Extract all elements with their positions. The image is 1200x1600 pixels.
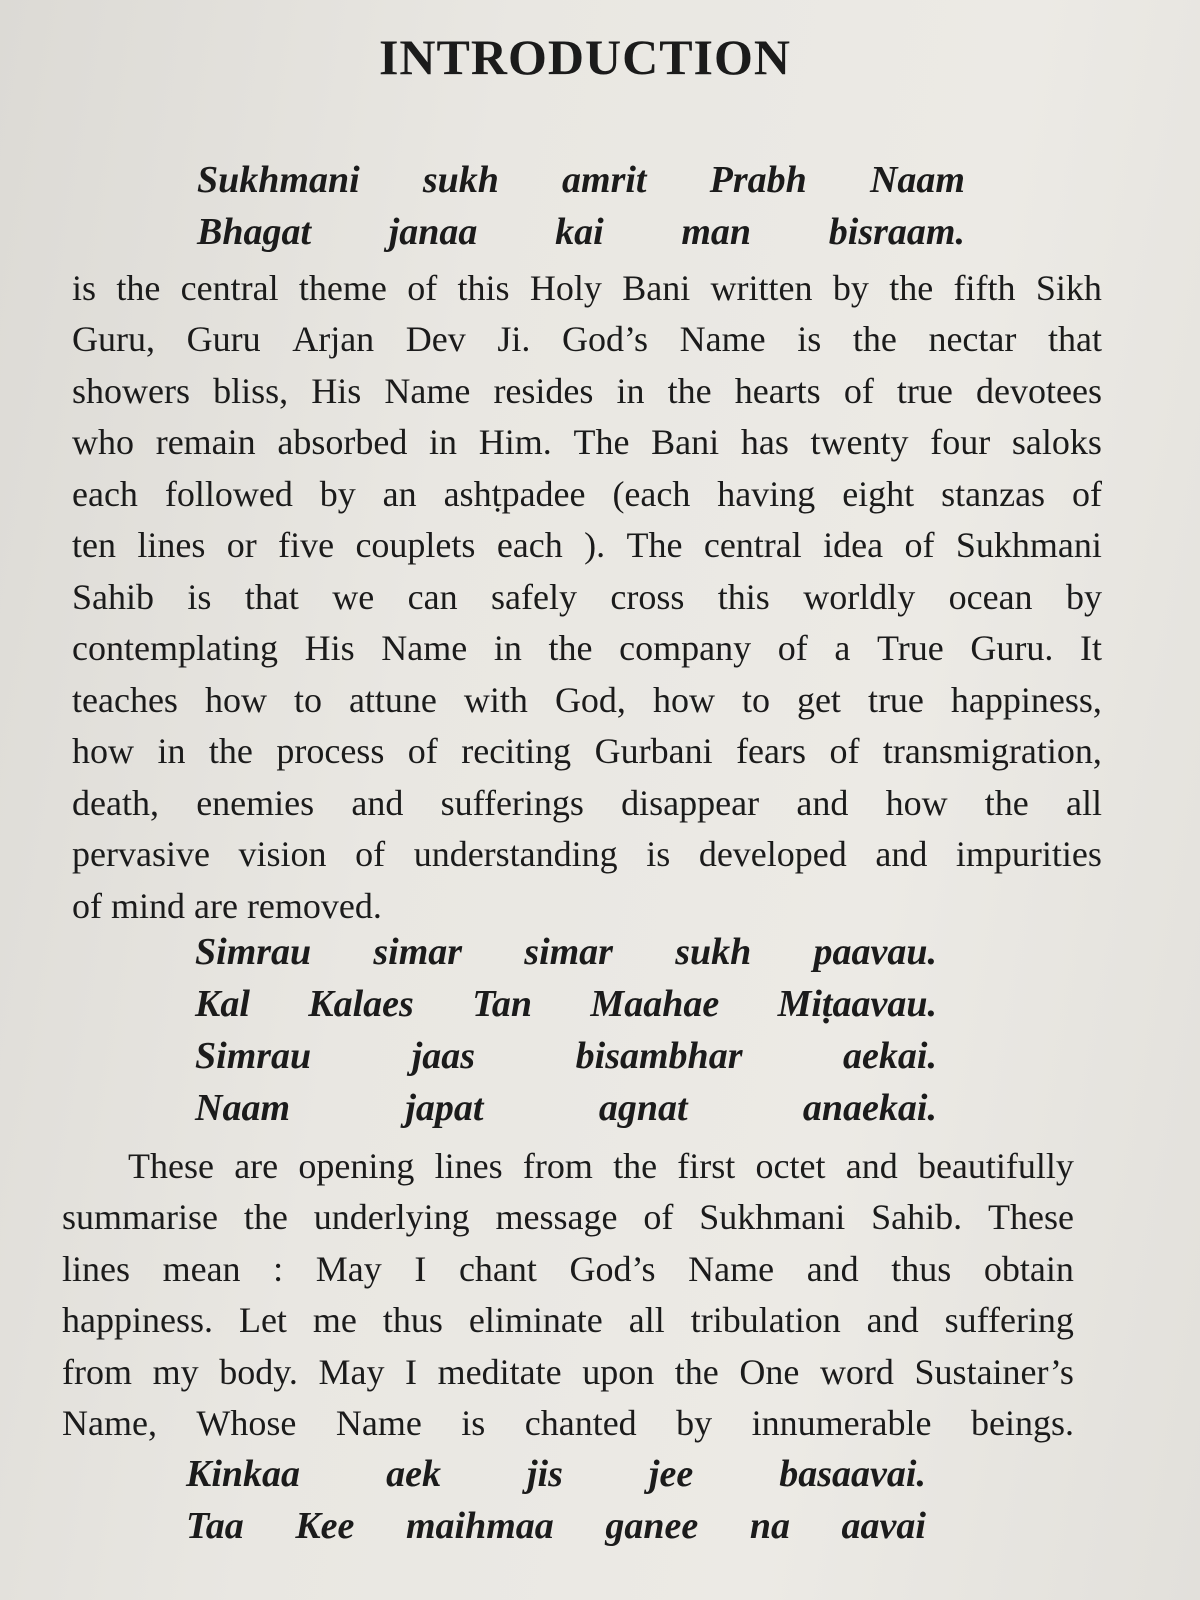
word: obtain: [983, 1248, 1074, 1289]
word: beautifully: [917, 1145, 1074, 1186]
word: disappear: [621, 782, 760, 823]
word: and: [845, 1145, 898, 1186]
word: from: [522, 1145, 593, 1186]
word: the: [889, 267, 934, 308]
word: or: [226, 525, 257, 566]
word: The: [573, 422, 630, 463]
word: bisraam.: [828, 211, 965, 253]
word: the: [548, 628, 593, 669]
word: stanzas: [941, 473, 1046, 514]
word: Sukhmani: [197, 159, 360, 201]
word: happiness.: [62, 1300, 213, 1341]
word: japat: [405, 1087, 484, 1129]
word: summarise: [62, 1197, 218, 1238]
word: Name: [381, 628, 468, 669]
word: enemies: [196, 782, 315, 823]
text-line: [62, 1243, 1074, 1295]
word: suffering: [944, 1300, 1074, 1341]
word: Sustainer’s: [914, 1351, 1074, 1392]
word: reciting: [461, 731, 572, 772]
text-line: of mind are removed.: [72, 885, 382, 926]
word: the: [852, 319, 897, 360]
word: true: [896, 370, 953, 411]
word: amrit: [562, 159, 647, 201]
word: I: [405, 1351, 418, 1392]
word: developed: [698, 834, 847, 875]
word: Kee: [295, 1505, 355, 1547]
word: devotees: [976, 370, 1102, 411]
word: to: [293, 679, 322, 720]
word: is: [187, 576, 212, 617]
word: followed: [164, 473, 293, 514]
word: underlying: [313, 1197, 470, 1238]
word: Bani: [622, 267, 691, 308]
word: innumerable: [751, 1403, 932, 1444]
word: ashṭpadee: [443, 473, 586, 514]
word: ocean: [948, 576, 1033, 617]
word: that: [1047, 319, 1102, 360]
word: resides: [493, 370, 594, 411]
word: agnat: [598, 1087, 688, 1129]
verse-simrau: [195, 926, 937, 1134]
word: is: [461, 1403, 486, 1444]
word: thus: [382, 1300, 443, 1341]
word: simar: [524, 931, 613, 973]
text-line: [72, 520, 1102, 572]
word: who: [72, 422, 134, 463]
word: opening: [298, 1145, 415, 1186]
word: death,: [72, 782, 159, 823]
word: is: [646, 834, 671, 875]
text-line: [62, 1140, 1074, 1192]
word: Taa: [186, 1505, 244, 1547]
text-line: [197, 154, 965, 206]
word: the: [984, 782, 1029, 823]
word: :: [273, 1248, 284, 1289]
word: sufferings: [440, 782, 584, 823]
word: from: [62, 1351, 132, 1392]
word: that: [244, 576, 299, 617]
word: jee: [648, 1453, 694, 1495]
paragraph-meaning: [62, 1140, 1074, 1449]
word: (each: [612, 473, 691, 514]
word: ganee: [605, 1505, 699, 1547]
verse-opening: [197, 154, 965, 258]
word: True: [877, 628, 944, 669]
word: of: [643, 1197, 674, 1238]
word: twenty: [810, 422, 909, 463]
word: Sahib: [72, 576, 155, 617]
text-line: [186, 1448, 926, 1500]
text-line: [72, 726, 1102, 778]
word: jaas: [411, 1035, 476, 1077]
text-line: [72, 262, 1102, 314]
word: Sahib.: [871, 1197, 963, 1238]
word: can: [407, 576, 458, 617]
word: meditate: [437, 1351, 562, 1392]
word: an: [382, 473, 417, 514]
word: maihmaa: [405, 1505, 554, 1547]
word: central: [703, 525, 802, 566]
word: Kal: [195, 983, 250, 1025]
word: idea: [823, 525, 884, 566]
word: Sikh: [1035, 267, 1102, 308]
word: One: [739, 1351, 800, 1392]
paragraph-intro: [72, 262, 1102, 932]
word: are: [234, 1145, 279, 1186]
word: understanding: [413, 834, 618, 875]
word: and: [866, 1300, 919, 1341]
word: The: [626, 525, 683, 566]
word: of: [407, 731, 438, 772]
word: Simrau: [195, 1035, 312, 1077]
word: vision: [238, 834, 327, 875]
word: tribulation: [690, 1300, 841, 1341]
word: remain: [155, 422, 256, 463]
text-line: [195, 1082, 937, 1134]
word: These: [128, 1145, 214, 1186]
word: to: [741, 679, 770, 720]
word: my: [152, 1351, 199, 1392]
word: teaches: [72, 679, 178, 720]
word: with: [463, 679, 528, 720]
word: message: [495, 1197, 618, 1238]
word: true: [867, 679, 924, 720]
word: word: [819, 1351, 894, 1392]
word: having: [717, 473, 816, 514]
word: showers: [72, 370, 190, 411]
word: how: [204, 679, 267, 720]
word: anaekai.: [802, 1087, 937, 1129]
word: and: [351, 782, 404, 823]
word: cross: [610, 576, 685, 617]
word: upon: [582, 1351, 655, 1392]
word: aek: [386, 1453, 441, 1495]
word: process: [276, 731, 385, 772]
word: Naam: [195, 1087, 290, 1129]
word: fifth: [953, 267, 1016, 308]
word: Gurbani: [594, 731, 713, 772]
word: Holy: [529, 267, 602, 308]
word: attune: [348, 679, 437, 720]
text-line: [62, 1295, 1074, 1347]
word: theme: [298, 267, 387, 308]
word: Bhagat: [197, 211, 312, 253]
word: each: [72, 473, 138, 514]
word: kai: [555, 211, 604, 253]
word: thus: [891, 1248, 952, 1289]
word: this: [717, 576, 770, 617]
text-line: [72, 365, 1102, 417]
word: in: [157, 731, 186, 772]
text-line: [72, 777, 1102, 829]
word: in: [616, 370, 645, 411]
word: in: [493, 628, 522, 669]
word: of: [843, 370, 874, 411]
word: Name,: [62, 1403, 157, 1444]
word: Dev: [405, 319, 466, 360]
word: of: [1072, 473, 1102, 514]
word: sukh: [675, 931, 752, 973]
word: impurities: [955, 834, 1102, 875]
word: all: [628, 1300, 665, 1341]
word: bliss,: [213, 370, 289, 411]
text-line: [197, 206, 965, 258]
word: Let: [238, 1300, 287, 1341]
word: Sukhmani: [955, 525, 1102, 566]
word: of: [407, 267, 438, 308]
word: janaa: [388, 211, 478, 253]
word: aekai.: [843, 1035, 937, 1077]
word: Arjan: [292, 319, 375, 360]
word: we: [332, 576, 375, 617]
word: pervasive: [72, 834, 210, 875]
word: this: [457, 267, 510, 308]
text-line: [72, 829, 1102, 881]
word: of: [904, 525, 935, 566]
word: Name: [688, 1248, 775, 1289]
text-line: [195, 1030, 937, 1082]
word: lines: [434, 1145, 503, 1186]
word: man: [681, 211, 752, 253]
word: Name: [679, 319, 766, 360]
text-line: [186, 1500, 926, 1552]
word: eight: [842, 473, 915, 514]
word: the: [613, 1145, 658, 1186]
word: get: [796, 679, 841, 720]
verse-kinkaa: [186, 1448, 926, 1552]
word: chanted: [524, 1403, 637, 1444]
word: Miṭaavau.: [777, 983, 937, 1025]
word: the: [243, 1197, 288, 1238]
text-line: [62, 1346, 1074, 1398]
word: Kinkaa: [186, 1453, 301, 1495]
word: aavai: [841, 1505, 926, 1547]
text-line: [62, 1192, 1074, 1244]
word: couplets: [355, 525, 476, 566]
text-line: [72, 623, 1102, 675]
word: ten: [72, 525, 116, 566]
word: jis: [526, 1453, 563, 1495]
word: by: [319, 473, 356, 514]
word: and: [875, 834, 928, 875]
word: and: [806, 1248, 859, 1289]
word: central: [180, 267, 279, 308]
word: Whose: [196, 1403, 297, 1444]
word: contemplating: [72, 628, 278, 669]
word: Him.: [478, 422, 552, 463]
word: first: [677, 1145, 736, 1186]
word: by: [676, 1403, 713, 1444]
word: of: [829, 731, 860, 772]
word: It: [1080, 628, 1102, 669]
word: sukh: [422, 159, 499, 201]
word: the: [674, 1351, 719, 1392]
word: each: [496, 525, 563, 566]
word: happiness,: [950, 679, 1102, 720]
word: octet: [755, 1145, 826, 1186]
word: the: [208, 731, 253, 772]
word: safely: [491, 576, 577, 617]
text-line: [195, 978, 937, 1030]
word: of: [355, 834, 386, 875]
word: by: [832, 267, 869, 308]
word: Naam: [869, 159, 965, 201]
word: saloks: [1011, 422, 1102, 463]
word: beings.: [970, 1403, 1074, 1444]
word: how: [72, 731, 134, 772]
word: mean: [162, 1248, 241, 1289]
word: and: [796, 782, 849, 823]
word: eliminate: [468, 1300, 603, 1341]
word: in: [429, 422, 458, 463]
word: Guru: [186, 319, 261, 360]
word: His: [311, 370, 362, 411]
word: by: [1065, 576, 1102, 617]
word: Guru,: [72, 319, 155, 360]
text-line: [72, 468, 1102, 520]
word: Kalaes: [308, 983, 414, 1025]
word: hearts: [734, 370, 821, 411]
word: bisambhar: [575, 1035, 743, 1077]
word: is: [72, 267, 97, 308]
word: May: [318, 1351, 385, 1392]
word: I: [414, 1248, 427, 1289]
word: the: [116, 267, 161, 308]
word: God,: [554, 679, 626, 720]
word: how: [885, 782, 948, 823]
word: the: [667, 370, 712, 411]
word: Maahae: [590, 983, 720, 1025]
text-line: [62, 1398, 1074, 1450]
word: basaavai.: [779, 1453, 926, 1495]
word: five: [278, 525, 335, 566]
word: body.: [219, 1351, 298, 1392]
word: chant: [458, 1248, 537, 1289]
text-line: [72, 417, 1102, 469]
word: God’s: [562, 319, 649, 360]
word: lines: [137, 525, 206, 566]
word: simar: [373, 931, 463, 973]
text-line: [72, 571, 1102, 623]
word: me: [312, 1300, 357, 1341]
word: Name: [335, 1403, 422, 1444]
word: paavau.: [813, 931, 937, 973]
word: Ji.: [497, 319, 531, 360]
word: transmigration,: [882, 731, 1102, 772]
word: Sukhmani: [699, 1197, 846, 1238]
word: May: [315, 1248, 382, 1289]
word: a: [834, 628, 851, 669]
text-line: [72, 314, 1102, 366]
text-line: [72, 674, 1102, 726]
word: God’s: [569, 1248, 656, 1289]
word: company: [619, 628, 752, 669]
word: has: [740, 422, 789, 463]
word: of: [777, 628, 808, 669]
word: Prabh: [709, 159, 807, 201]
word: Simrau: [195, 931, 312, 973]
page-title: INTRODUCTION: [378, 29, 792, 85]
word: Bani: [651, 422, 720, 463]
word: lines: [62, 1248, 130, 1289]
word: written: [710, 267, 813, 308]
word: absorbed: [277, 422, 408, 463]
word: all: [1066, 782, 1102, 823]
word: Tan: [472, 983, 533, 1025]
word: worldly: [803, 576, 916, 617]
text-line: [195, 926, 937, 978]
word: Name: [384, 370, 471, 411]
word: na: [749, 1505, 790, 1547]
word: fears: [736, 731, 807, 772]
word: four: [930, 422, 991, 463]
word: These: [987, 1197, 1074, 1238]
word: ).: [584, 525, 606, 566]
word: His: [304, 628, 355, 669]
word: nectar: [928, 319, 1017, 360]
word: how: [652, 679, 715, 720]
word: Guru.: [970, 628, 1054, 669]
word: is: [797, 319, 822, 360]
